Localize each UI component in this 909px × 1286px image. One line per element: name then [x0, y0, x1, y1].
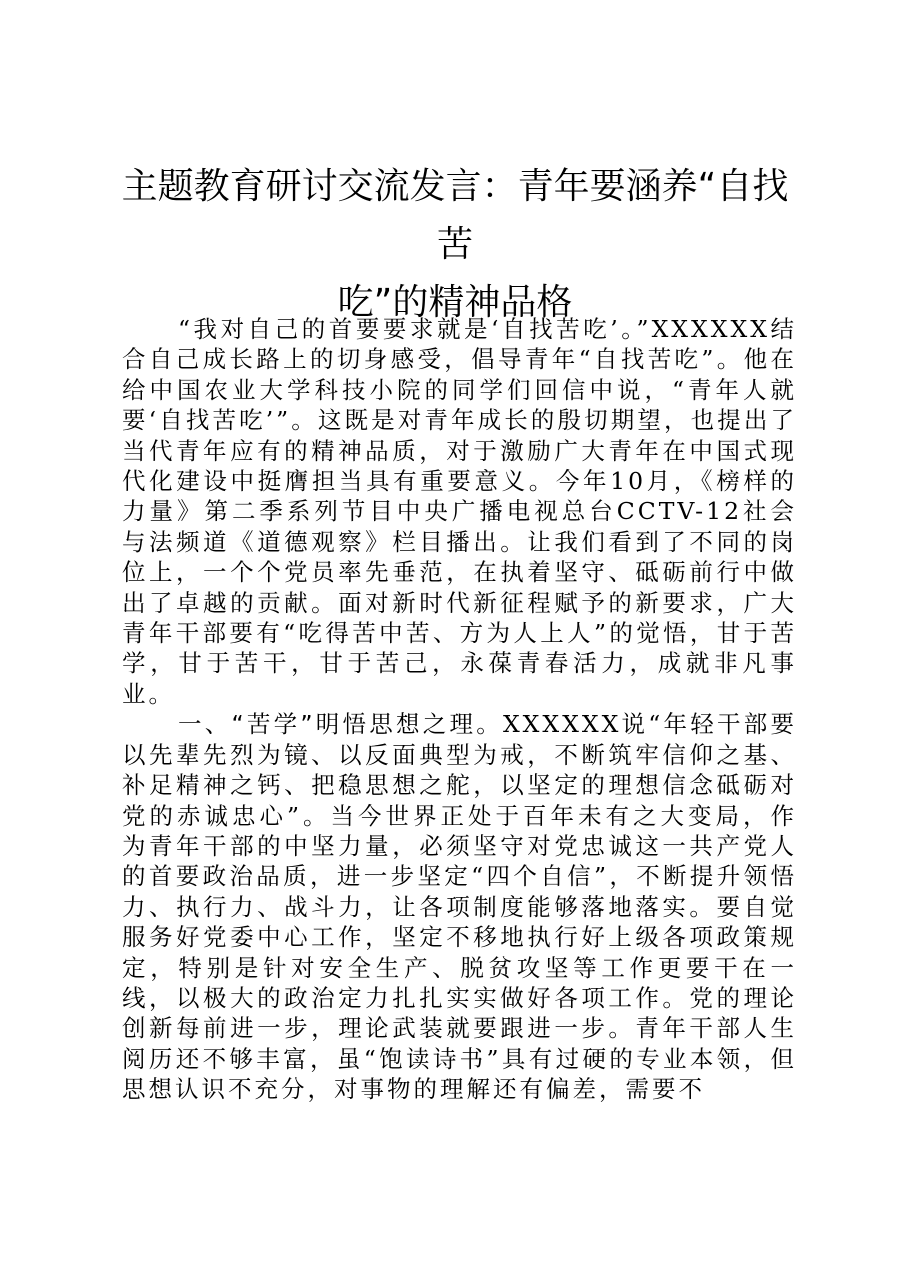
document-body [122, 314, 797, 1105]
section-one-text: XXXXXX说“年轻干部要以先辈先烈为镜、以反面典型为戒，不断筑牢信仰之基、补足精神之钙、把稳思想之舵，以坚定的理想信念砥砺对党的赤诚忠心”。当今世界正处于百年未有之大变局，作为青年干部的中坚力量，必须坚守对党忠诚这一共产党人的首要政治品质，进一步坚定“四个自信”，不断提升领悟力、执行力、战斗力，让各项制度能够落地落实。要自觉服务好党委中心工作，坚定不移地执行好上级各项政策规定，特别是针对安全生产、脱贫攻坚等工作更要干在一线，以极大的政治定力扎扎实实做好各项工作。党的理论创新每前进一步，理论武装就要跟进一步。青年干部人生阅历还不够丰富，虽“饱读诗书”具有过硬的专业本领，但思想认识不充分，对事物的理解还有偏差，需要不 [122, 710, 797, 1104]
intro-paragraph-text: “我对自己的首要要求就是‘自找苦吃’。”XXXXXX结合自己成长路上的切身感受，倡导青年“自找苦吃”。他在给中国农业大学科技小院的同学们回信中说，“青年人就要‘自找苦吃’”。这既是对青年成长的殷切期望，也提出了当代青年应有的精神品质，对于激励广大青年在中国式现代化建设中挺膺担当具有重要意义。今年10月，《榜样的力量》第二季系列节目中央广播电视总台CCTV-12社会与法频道《道德观察》栏目播出。让我们看到了不同的岗位上，一个个党员率先垂范，在执着坚守、砥砺前行中做出了卓越的贡献。面对新时代新征程赋予的新要求，广大青年干部要有“吃得苦中苦、方为人上人”的觉悟，甘于苦学，甘于苦干，甘于苦己，永葆青春活力，成就非凡事业。 [122, 315, 797, 708]
section-one-paragraph [122, 709, 797, 1104]
document-title [110, 158, 800, 332]
document-title-line-1: 主题教育研讨交流发言：青年要涵养“自找苦 [121, 166, 789, 265]
intro-paragraph [122, 314, 797, 709]
document-title-line-2: 吃”的精神品格 [337, 282, 573, 323]
section-one-heading: 一、“苦学”明悟思想之理。 [178, 710, 503, 739]
